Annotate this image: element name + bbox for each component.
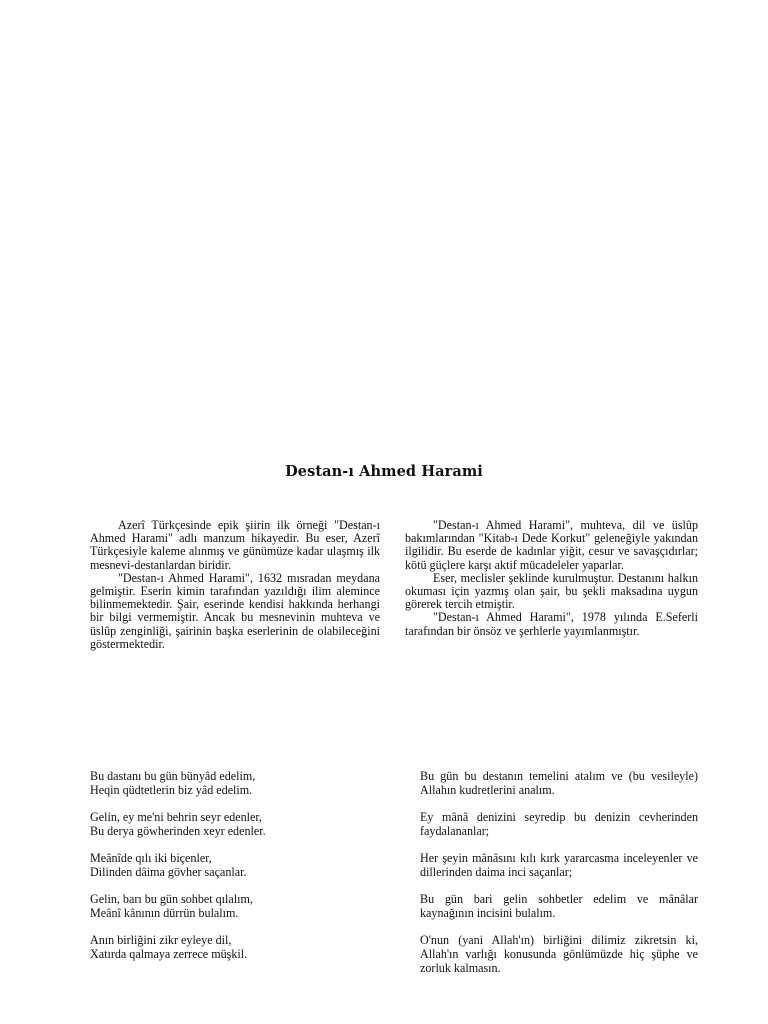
stanza <box>90 933 390 961</box>
verse-line: Anın birliğini zikr eyleye dil, <box>90 933 232 947</box>
intro-right-column <box>405 519 698 638</box>
translation-stanza: O'nun (yani Allah'ın) birliğini dilimiz zikretsin ki, Allah'ın varlığı konusunda gönlümüzde hiç şüphe ve zorluk kalmasın. <box>420 933 698 975</box>
translation-stanza: Bu gün bari gelin sohbetler edelim ve mânâlar kaynağının incisini bulalım. <box>420 892 698 920</box>
verse-line: Xatırda qalmaya zerrece müşkil. <box>90 947 248 961</box>
intro-left-column <box>90 519 380 651</box>
verse-line: Meânî kânının dürrün bulalım. <box>90 906 239 920</box>
verse-line: Heqin qüdtetlerin biz yâd edelim. <box>90 783 253 797</box>
paragraph: "Destan-ı Ahmed Harami", 1632 mısradan meydana gelmiştir. Eserin kimin tarafından yazıldığı ilim alemince bilinmemektedir. Şair, eserinde kendisi hakkında herhangi bir bilgi vermemiştir. Ancak bu mesnevinin muhteva ve üslûp zenginliği, şairinin başka eserlerinin de olabileceğini göstermektedir. <box>90 570 380 651</box>
original-verses <box>90 769 390 974</box>
translation-verses <box>420 769 698 988</box>
verse-line: Gelin, barı bu gün sohbet qılalım, <box>90 892 253 906</box>
translation-stanza: Bu gün bu destanın temelini atalım ve (bu vesileyle) Allahın kudretlerini analım. <box>420 769 698 797</box>
paragraph: Eser, meclisler şeklinde kurulmuştur. Destanını halkın okuması için yazmış olan şair, bu şekli maksadına uygun görerek tercih etmiştir. <box>405 570 698 612</box>
verse-line: Dilinden dâima gövher saçanlar. <box>90 865 247 879</box>
paragraph: "Destan-ı Ahmed Harami", 1978 yılında E.Seferli tarafından bir önsöz ve şerhlerle yayımlanmıştır. <box>405 610 698 638</box>
paragraph: Azerî Türkçesinde epik şiirin ilk örneği "Destan-ı Ahmed Harami" adlı manzum hikayedir. Bu eser, Azerî Türkçesiyle kaleme alınmış ve günümüze kadar ulaşmış ilk mesnevi-destanlardan biridir. <box>90 518 380 572</box>
verse-line: Gelin, ey me'ni behrin seyr edenler, <box>90 810 262 824</box>
verse-line: Bu derya göwherinden xeyr edenler. <box>90 824 266 838</box>
translation-stanza: Ey mânâ denizini seyredip bu denizin cevherinden faydalananlar; <box>420 810 698 838</box>
stanza <box>90 851 390 879</box>
paragraph: "Destan-ı Ahmed Harami", muhteva, dil ve üslûp bakımlarından "Kitab-ı Dede Korkut" geleneğiyle yakından ilgilidir. Bu eserde de kadınlar yiğit, cesur ve savaşçıdırlar; kötü güçlere karşı aktif mücadeleler yaparlar. <box>405 518 698 572</box>
stanza <box>90 769 390 797</box>
verse-line: Meânîde qılı iki biçenler, <box>90 851 212 865</box>
verse-line: Bu dastanı bu gün bünyâd edelim, <box>90 769 256 783</box>
page-title: Destan-ı Ahmed Harami <box>285 463 483 480</box>
stanza <box>90 892 390 920</box>
stanza <box>90 810 390 838</box>
translation-stanza: Her şeyin mânâsını kılı kırk yararcasma inceleyenler ve dillerinden daima inci saçanlar; <box>420 851 698 879</box>
